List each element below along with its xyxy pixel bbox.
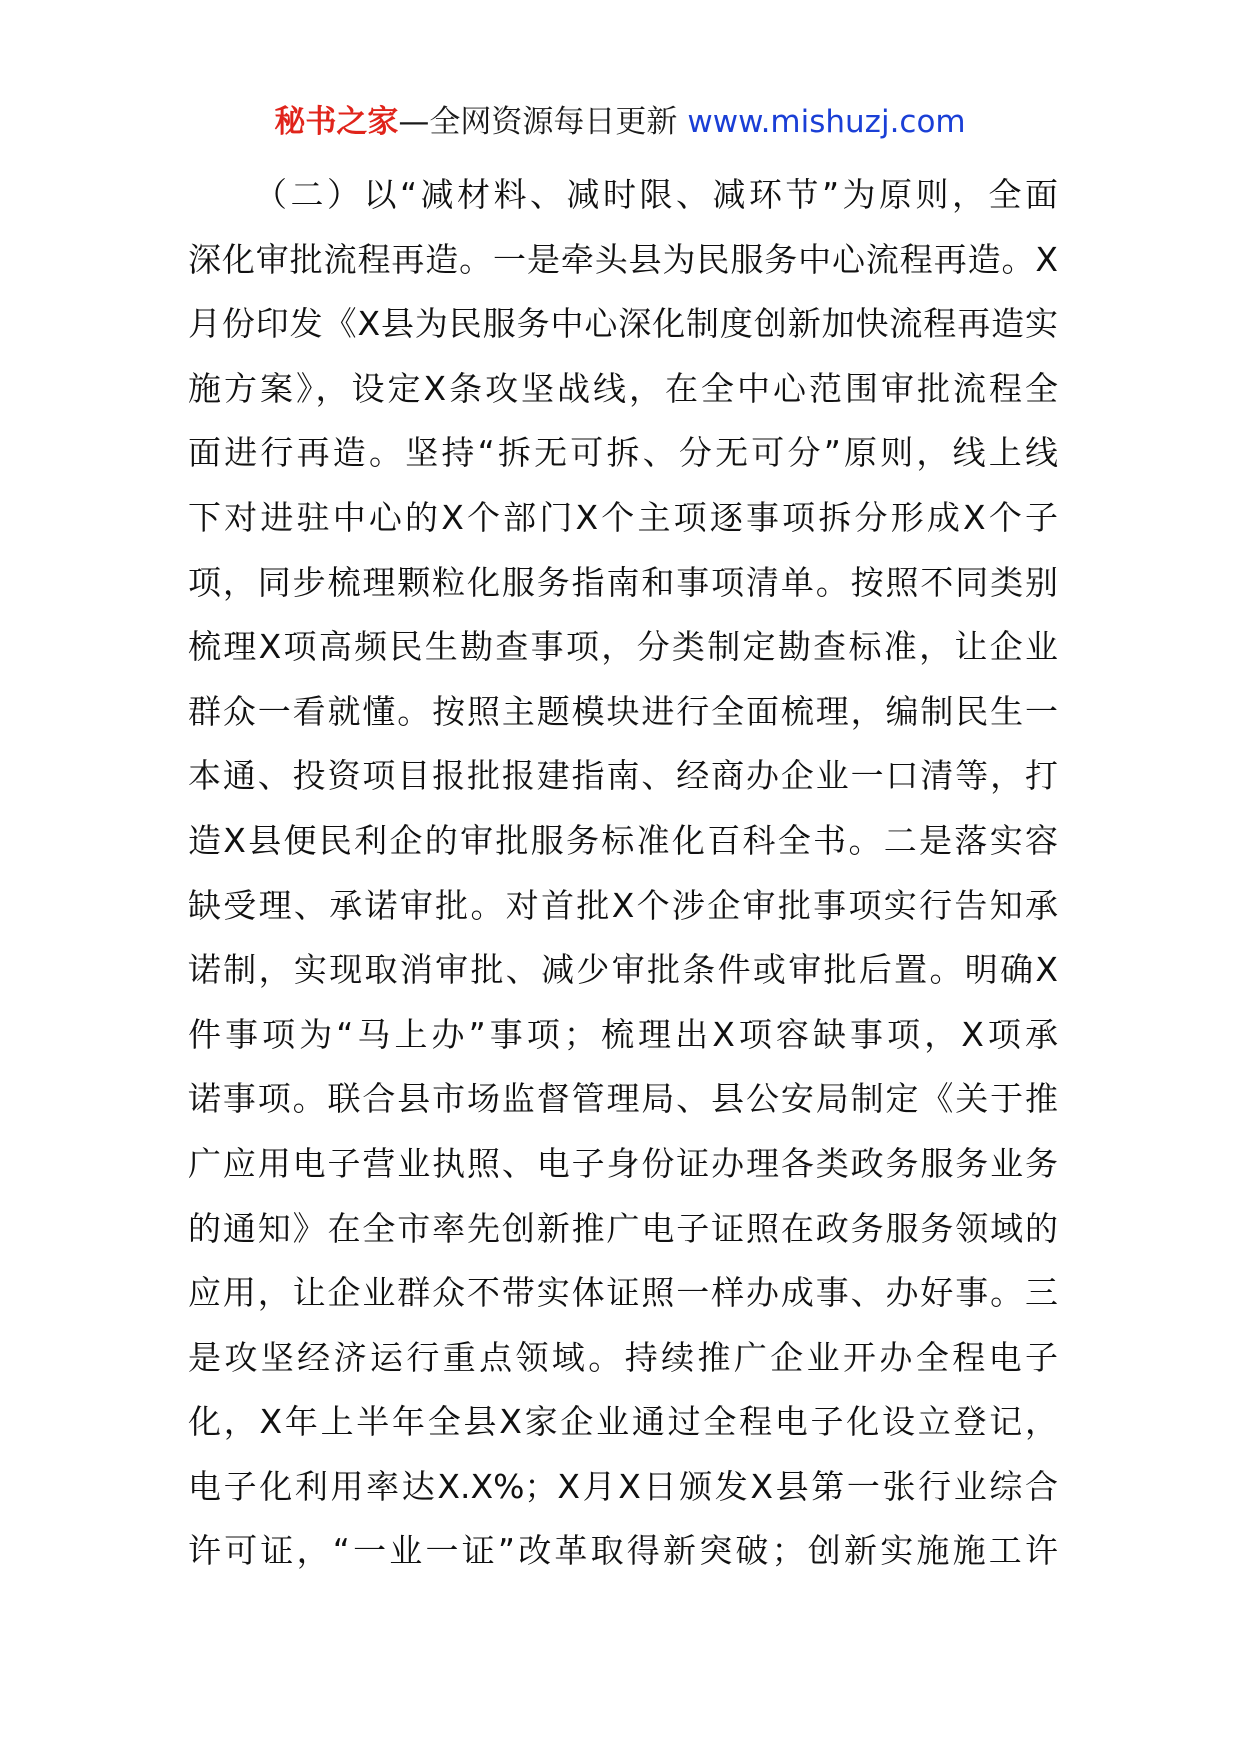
text-line: 造X县便民利企的审批服务标准化百科全书。二是落实容	[188, 820, 1058, 860]
text-line: 的通知》在全市率先创新推广电子证照在政务服务领域的	[188, 1208, 1058, 1248]
text-line: 电子化利用率达X.X%；X月X日颁发X县第一张行业综合	[188, 1466, 1058, 1506]
page-header	[0, 100, 1240, 144]
text-line: 化，X年上半年全县X家企业通过全程电子化设立登记，	[188, 1402, 1058, 1442]
text-line: 本通、投资项目报批报建指南、经商办企业一口清等，打	[188, 756, 1058, 796]
text-line: 梳理X项高频民生勘查事项，分类制定勘查标准，让企业	[188, 627, 1058, 667]
header-tagline: —全网资源每日更新	[398, 104, 678, 140]
text-line: 广应用电子营业执照、电子身份证办理各类政务服务业务	[188, 1143, 1058, 1183]
text-line: 项，同步梳理颗粒化服务指南和事项清单。按照不同类别	[188, 562, 1058, 602]
text-line: 件事项为“马上办”事项；梳理出X项容缺事项，X项承	[188, 1014, 1058, 1054]
document-body	[188, 163, 1058, 1584]
text-line: 诺制，实现取消审批、减少审批条件或审批后置。明确X	[188, 950, 1058, 990]
text-line: 月份印发《X县为民服务中心深化制度创新加快流程再造实	[188, 304, 1058, 344]
text-line: 应用，让企业群众不带实体证照一样办成事、办好事。三	[188, 1273, 1058, 1313]
brand-name: 秘书之家	[274, 104, 399, 140]
text-line: 下对进驻中心的X个部门X个主项逐事项拆分形成X个子	[188, 497, 1058, 537]
text-line: 施方案》，设定X条攻坚战线，在全中心范围审批流程全	[188, 368, 1058, 408]
site-url-link[interactable]: www.mishuzj.com	[687, 104, 966, 140]
text-line: 面进行再造。坚持“拆无可拆、分无可分”原则，线上线	[188, 433, 1058, 473]
text-line: 深化审批流程再造。一是牵头县为民服务中心流程再造。X	[188, 239, 1058, 279]
text-line: 缺受理、承诺审批。对首批X个涉企审批事项实行告知承	[188, 885, 1058, 925]
text-line: 许可证，“一业一证”改革取得新突破；创新实施施工许	[188, 1531, 1058, 1571]
text-line: 是攻坚经济运行重点领域。持续推广企业开办全程电子	[188, 1337, 1058, 1377]
text-line: 诺事项。联合县市场监督管理局、县公安局制定《关于推	[188, 1079, 1058, 1119]
text-line: 群众一看就懂。按照主题模块进行全面梳理，编制民生一	[188, 691, 1058, 731]
text-line: （二）以“减材料、减时限、减环节”为原则，全面	[254, 175, 1058, 214]
